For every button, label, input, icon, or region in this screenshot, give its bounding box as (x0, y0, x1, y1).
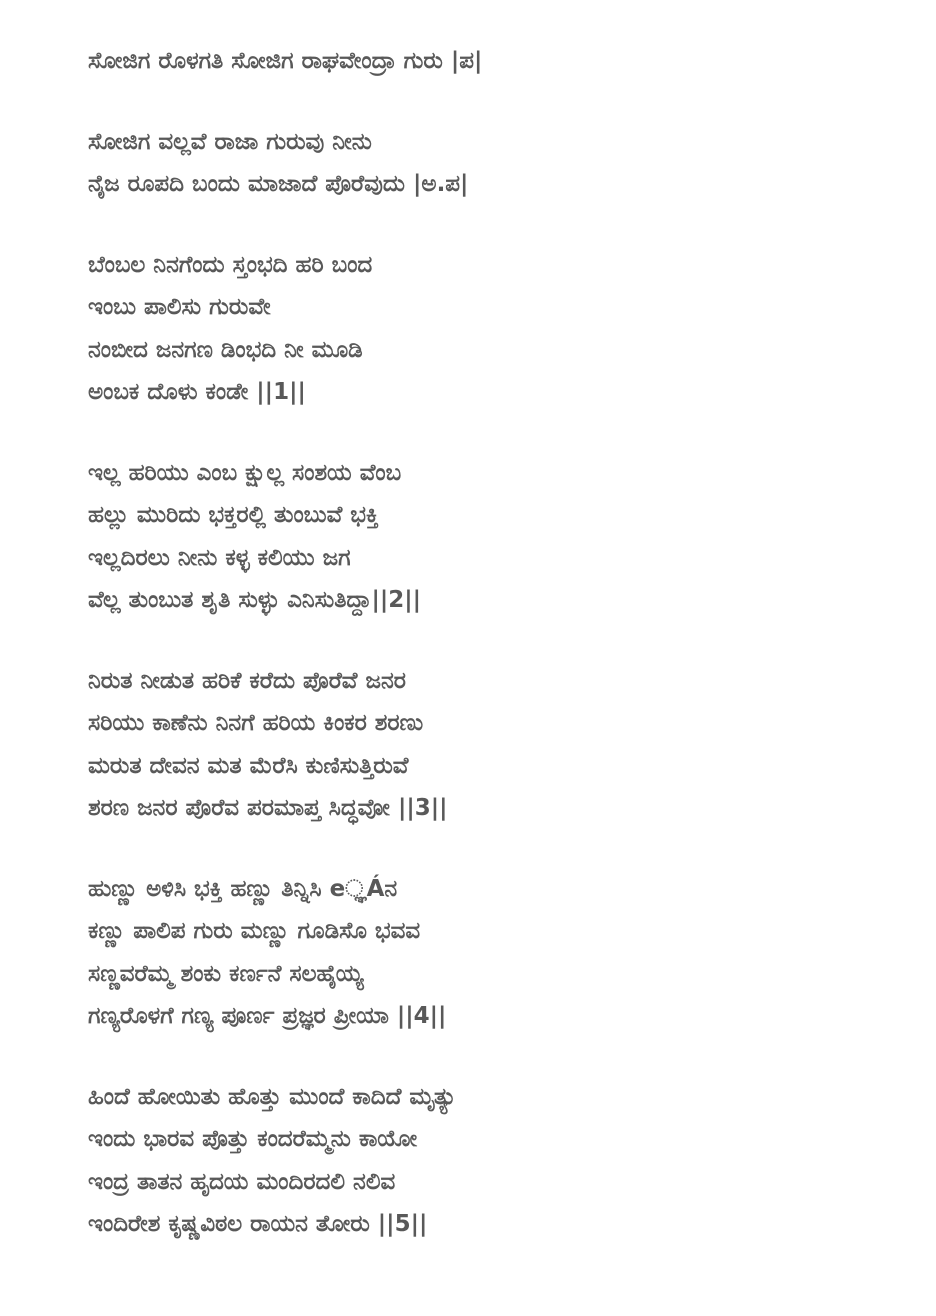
verse-line: ಗಣ್ಯರೊಳಗೆ ಗಣ್ಯ ಪೂರ್ಣ ಪ್ರಜ್ಞರ ಪ್ರೀಯಾ ||4|| (88, 1003, 447, 1029)
verse-line: ಅಂಬಕ ದೊಳು ಕಂಡೇ ||1|| (88, 379, 306, 405)
verse-line: ವೆಲ್ಲ ತುಂಬುತ ಶೃತಿ ಸುಳ್ಳು ಎನಿಸುತಿದ್ದಾ||2|| (88, 587, 422, 613)
verse-line: ಇಲ್ಲದಿರಲು ನೀನು ಕಳ್ಳ ಕಲಿಯು ಜಗ (88, 544, 351, 571)
verse-line: ಇಂದ್ರ ತಾತನ ಹೃದಯ ಮಂದಿರದಲಿ ನಲಿವ (88, 1168, 396, 1195)
stanza-1 (88, 244, 888, 414)
verse-line: ಹಲ್ಲು ಮುರಿದು ಭಕ್ತರಲ್ಲಿ ತುಂಬುವೆ ಭಕ್ತಿ (88, 502, 379, 528)
verse-line: ನಂಬೀದ ಜನಗಣ ಡಿಂಭದಿ ನೀ ಮೂಡಿ (88, 336, 363, 363)
verse-line: ಹಿಂದೆ ಹೋಯಿತು ಹೊತ್ತು ಮುಂದೆ ಕಾದಿದೆ ಮೃತ್ಯು (88, 1083, 457, 1110)
verse-line: ನಿರುತ ನೀಡುತ ಹರಿಕೆ ಕರೆದು ಪೊರೆವೆ ಜನರ (88, 667, 406, 694)
verse-line: ಮರುತ ದೇವನ ಮತ ಮೆರೆಸಿ ಕುಣಿಸುತ್ತಿರುವೆ (88, 752, 409, 779)
stanza-2 (88, 452, 888, 622)
verse-line: ಹುಣ್ಣು ಅಳಿಸಿ ಭಕ್ತಿ ಹಣ್ಣು ತಿನ್ನಿಸಿ e್ಞÁನ (88, 875, 398, 902)
verse-line: ಶರಣ ಜನರ ಪೊರೆವ ಪರಮಾಪ್ತ ಸಿದ್ಧವೋ ||3|| (88, 795, 448, 821)
verse-line: ನೈಜ ರೂಪದಿ ಬಂದು ಮಾಜಾದೆ ಪೊರೆವುದು |ಅ.ಪ| (88, 171, 469, 197)
verse-line: ಇಲ್ಲ ಹರಿಯು ಎಂಬ ಕ್ಷುಲ್ಲ ಸಂಶಯ ವೆಂಬ (88, 459, 402, 486)
verse-line: ಸಣ್ಣವರೆಮ್ಮ ಶಂಕು ಕರ್ಣನೆ ಸಲಹೈಯ್ಯ (88, 960, 364, 987)
verse-line: ಇಂದು ಭಾರವ ಪೊತ್ತು ಕಂದರೆಮ್ಮನು ಕಾಯೋ (88, 1126, 418, 1152)
verse-line: ಇಂಬು ಪಾಲಿಸು ಗುರುವೇ (88, 294, 271, 320)
verse-line: ಸರಿಯು ಕಾಣೆನು ನಿನಗೆ ಹರಿಯ ಕಿಂಕರ ಶರಣು (88, 710, 424, 736)
verse-line: ಸೋಜಿಗ ವಲ್ಲವೆ ರಾಜಾ ಗುರುವು ನೀನು (88, 128, 372, 155)
verse-line: ಬೆಂಬಲ ನಿನಗೆಂದು ಸ್ತಂಭದಿ ಹರಿ ಬಂದ (88, 251, 373, 278)
verse-line: ಇಂದಿರೇಶ ಕೃಷ್ಣವಿಠಲ ರಾಯನ ತೋರು ||5|| (88, 1211, 428, 1237)
verse-line: ಸೋಜಿಗ ರೊಳಗತಿ ಸೋಜಿಗ ರಾಘವೇಂದ್ರಾ ಗುರು |ಪ| (88, 48, 483, 74)
stanza-4 (88, 868, 888, 1038)
stanza-3 (88, 660, 888, 830)
song-text (88, 40, 888, 1284)
stanza-5 (88, 1076, 888, 1246)
verse-line: ಕಣ್ಣು ಪಾಲಿಪ ಗುರು ಮಣ್ಣು ಗೂಡಿಸೊ ಭವವ (88, 918, 421, 944)
refrain-stanza (88, 40, 888, 83)
anupallavi-stanza (88, 121, 888, 206)
